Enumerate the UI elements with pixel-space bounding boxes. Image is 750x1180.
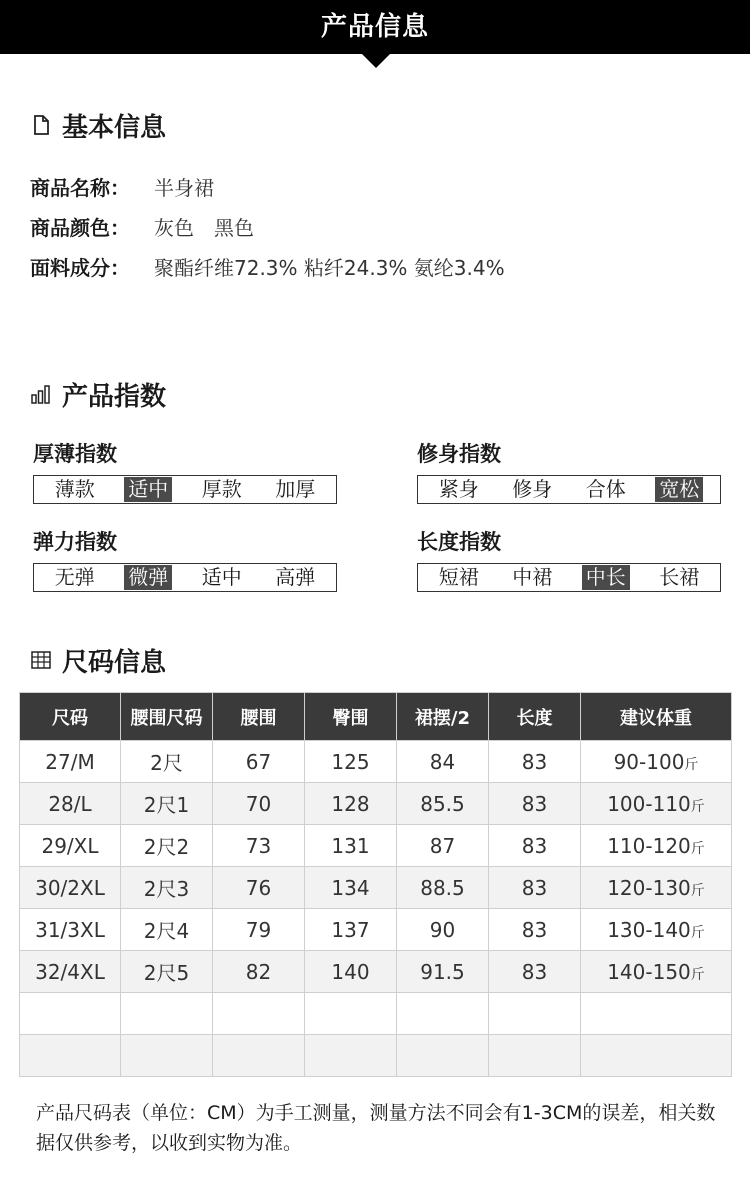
weight-value: 100-110 [607,791,691,816]
info-label: 商品颜色： [30,215,130,240]
table-cell: 134 [305,867,397,909]
table-cell: 128 [305,783,397,825]
table-cell: 29/XL [20,825,121,867]
table-cell: 2尺4 [121,909,213,951]
info-value: 聚酯纤维72.3% 粘纤24.3% 氨纶3.4% [154,255,505,280]
table-row [20,867,732,909]
info-label: 商品名称： [30,175,130,200]
table-cell-weight [581,867,732,909]
index-bar-thickness [33,475,337,504]
table-cell: 137 [305,909,397,951]
index-title-fit: 修身指数 [417,442,501,466]
weight-unit: 斤 [684,756,699,773]
table-cell: 30/2XL [20,867,121,909]
info-value: 灰色 黑色 [154,215,254,240]
table-cell-empty [581,993,732,1035]
index-option: 高弹 [275,565,316,589]
table-cell: 70 [213,783,305,825]
table-cell: 131 [305,825,397,867]
table-header-row [20,693,732,741]
weight-unit: 斤 [690,798,705,815]
table-cell-weight [581,909,732,951]
index-bar-elasticity [33,563,337,592]
table-cell: 27/M [20,741,121,783]
weight-unit: 斤 [690,966,705,983]
table-header-cell: 建议体重 [581,693,732,741]
table-cell: 2尺 [121,741,213,783]
table-cell: 79 [213,909,305,951]
index-option-selected: 适中 [124,477,172,502]
index-option: 薄款 [54,477,95,501]
table-cell-weight [581,951,732,993]
table-cell: 140 [305,951,397,993]
table-cell: 90 [397,909,489,951]
grid-icon [30,649,52,671]
section-title: 尺码信息 [62,647,167,678]
table-cell: 2尺1 [121,783,213,825]
header-notch [362,54,390,68]
index-bar-length [417,563,721,592]
index-bar-fit [417,475,721,504]
page-title: 产品信息 [320,12,429,42]
table-cell: 2尺2 [121,825,213,867]
table-cell-empty [20,1035,121,1077]
index-title-thickness: 厚薄指数 [33,442,117,466]
weight-value: 140-150 [607,959,691,984]
table-cell: 67 [213,741,305,783]
table-header-cell: 腰围 [213,693,305,741]
table-cell: 82 [213,951,305,993]
index-option: 长裙 [659,565,700,589]
table-row [20,783,732,825]
table-cell-empty [489,1035,581,1077]
table-cell-empty [305,1035,397,1077]
table-cell-empty [489,993,581,1035]
table-row [20,909,732,951]
section-product-index [30,377,166,411]
index-option: 无弹 [54,565,95,589]
weight-value: 120-130 [607,875,691,900]
table-header-cell: 臀围 [305,693,397,741]
table-cell-empty [213,993,305,1035]
weight-value: 130-140 [607,917,691,942]
info-label: 面料成分： [30,255,130,280]
table-cell: 76 [213,867,305,909]
table-row [20,825,732,867]
table-cell: 83 [489,783,581,825]
index-option: 合体 [585,477,626,501]
weight-unit: 斤 [690,882,705,899]
index-title-length: 长度指数 [417,530,501,554]
weight-value: 110-120 [607,833,691,858]
index-option-selected: 中长 [582,565,630,590]
table-row-empty [20,993,732,1035]
index-option: 加厚 [275,477,316,501]
table-cell-empty [581,1035,732,1077]
table-cell: 28/L [20,783,121,825]
section-basic-info [30,108,166,142]
section-title: 基本信息 [62,112,167,143]
table-cell: 91.5 [397,951,489,993]
table-cell: 83 [489,741,581,783]
table-cell-empty [397,1035,489,1077]
table-cell: 83 [489,825,581,867]
table-cell: 83 [489,909,581,951]
table-cell-weight [581,741,732,783]
info-value: 半身裙 [154,175,214,200]
weight-unit: 斤 [690,924,705,941]
index-title-elasticity: 弹力指数 [33,530,117,554]
bar-chart-icon [30,383,52,405]
table-row [20,741,732,783]
table-row-empty [20,1035,732,1077]
info-row-name [30,172,214,200]
table-cell-weight [581,783,732,825]
size-note: 产品尺码表（单位：CM）为手工测量，测量方法不同会有1-3CM的误差，相关数据仅供参考，以收到实物为准。 [36,1102,716,1154]
table-cell: 73 [213,825,305,867]
index-option: 紧身 [438,477,479,501]
size-table [19,692,732,1077]
info-row-fabric [30,252,505,280]
table-cell: 87 [397,825,489,867]
table-cell: 32/4XL [20,951,121,993]
index-option-selected: 宽松 [655,477,703,502]
table-cell: 125 [305,741,397,783]
table-cell-empty [121,993,213,1035]
table-cell-empty [121,1035,213,1077]
section-size-info [30,643,166,677]
index-option: 短裙 [438,565,479,589]
document-icon [30,114,52,136]
section-title: 产品指数 [62,381,167,412]
table-cell-empty [305,993,397,1035]
table-cell: 83 [489,867,581,909]
table-cell-weight [581,825,732,867]
table-cell-empty [213,1035,305,1077]
index-option: 适中 [201,565,242,589]
table-cell: 85.5 [397,783,489,825]
table-header-cell: 长度 [489,693,581,741]
table-cell: 88.5 [397,867,489,909]
table-cell: 83 [489,951,581,993]
table-cell: 2尺3 [121,867,213,909]
table-cell-empty [20,993,121,1035]
index-option: 厚款 [201,477,242,501]
table-cell: 84 [397,741,489,783]
info-row-color [30,212,254,240]
index-option: 中裙 [512,565,553,589]
table-header-cell: 腰围尺码 [121,693,213,741]
index-option-selected: 微弹 [124,565,172,590]
table-row [20,951,732,993]
weight-value: 90-100 [613,749,685,774]
table-cell-empty [397,993,489,1035]
weight-unit: 斤 [690,840,705,857]
index-option: 修身 [512,477,553,501]
table-header-cell: 裙摆/2 [397,693,489,741]
table-cell: 31/3XL [20,909,121,951]
table-header-cell: 尺码 [20,693,121,741]
table-cell: 2尺5 [121,951,213,993]
